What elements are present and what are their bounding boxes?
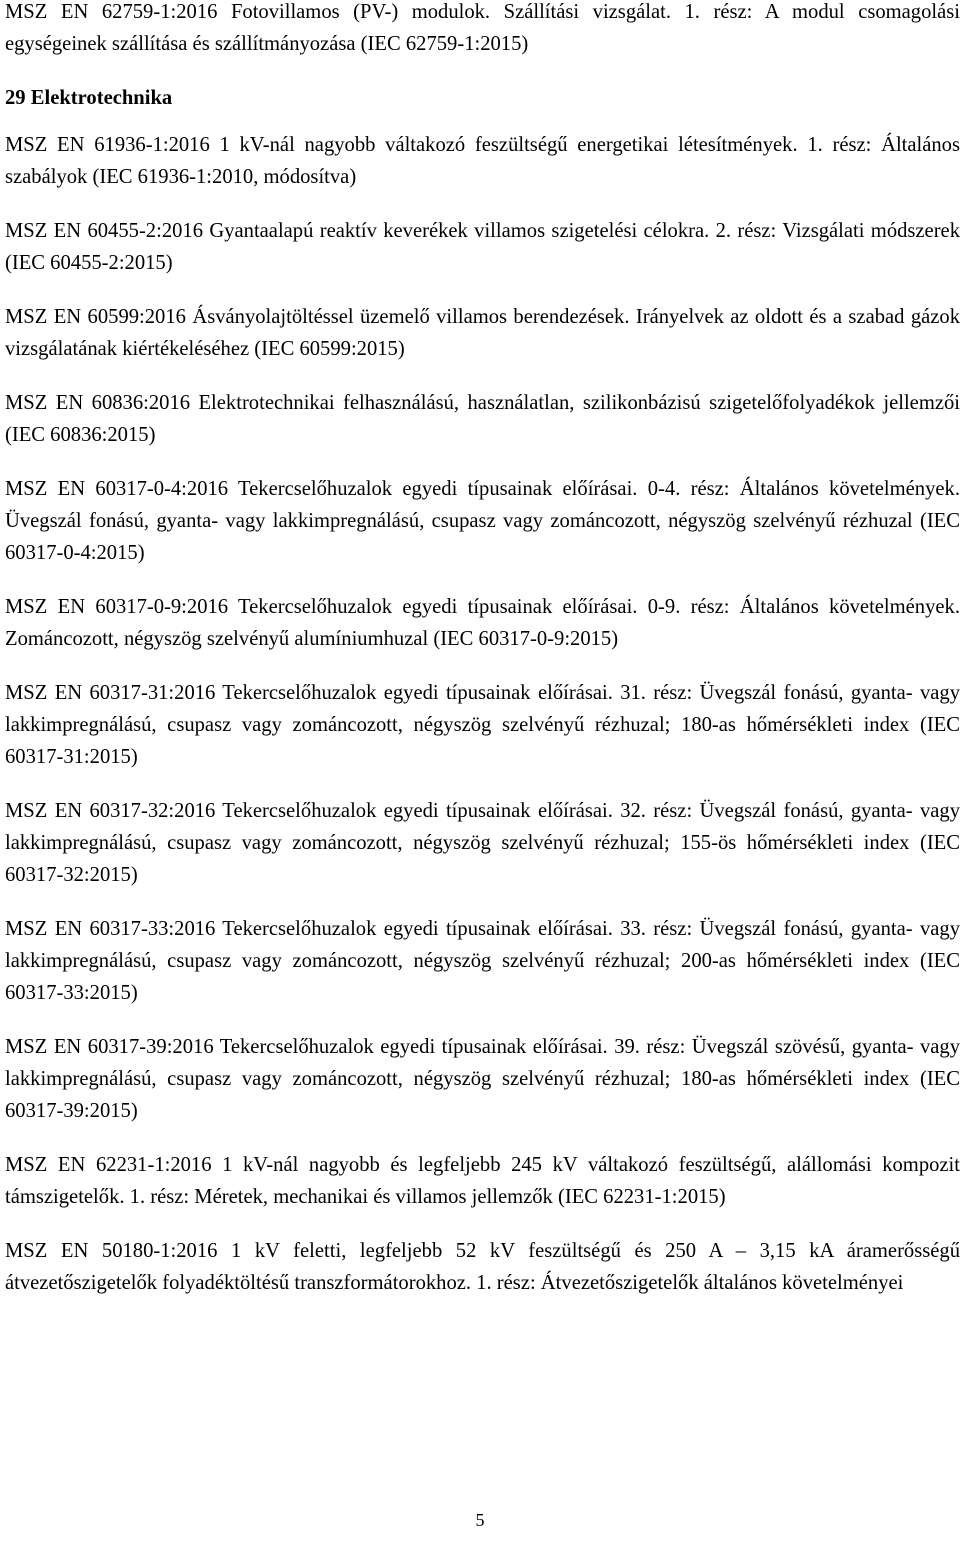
page-number: 5 bbox=[475, 1510, 485, 1530]
document-page bbox=[5, 0, 960, 1321]
standard-entry: MSZ EN 62759-1:2016 Fotovillamos (PV-) modulok. Szállítási vizsgálat. 1. rész: A modul csomagolási egységeinek szállítása és szállítmányozása (IEC 62759-1:2015) bbox=[5, 1, 960, 55]
standard-entry: MSZ EN 60317-32:2016 Tekercselőhuzalok egyedi típusainak előírásai. 32. rész: Üvegszál fonású, gyanta- vagy lakkimpregnálású, csupasz vagy zománcozott, négyszög szelvényű rézhuzal; 155-ös hőmérsékleti index (IEC 60317-32:2015) bbox=[5, 800, 960, 886]
standard-entry: MSZ EN 60317-39:2016 Tekercselőhuzalok egyedi típusainak előírásai. 39. rész: Üvegszál szövésű, gyanta- vagy lakkimpregnálású, csupasz vagy zománcozott, négyszög szelvényű rézhuzal; 180-as hőmérsékleti index (IEC 60317-39:2015) bbox=[5, 1036, 960, 1122]
standard-entry: MSZ EN 60317-33:2016 Tekercselőhuzalok egyedi típusainak előírásai. 33. rész: Üvegszál fonású, gyanta- vagy lakkimpregnálású, csupasz vagy zománcozott, négyszög szelvényű rézhuzal; 200-as hőmérsékleti index (IEC 60317-33:2015) bbox=[5, 918, 960, 1004]
standard-entry: MSZ EN 60455-2:2016 Gyantaalapú reaktív keverékek villamos szigetelési célokra. 2. rész: Vizsgálati módszerek (IEC 60455-2:2015) bbox=[5, 220, 960, 274]
standard-entry: MSZ EN 60317-31:2016 Tekercselőhuzalok egyedi típusainak előírásai. 31. rész: Üvegszál fonású, gyanta- vagy lakkimpregnálású, csupasz vagy zománcozott, négyszög szelvényű rézhuzal; 180-as hőmérsékleti index (IEC 60317-31:2015) bbox=[5, 682, 960, 768]
section-heading: 29 Elektrotechnika bbox=[5, 87, 173, 109]
standard-entry: MSZ EN 60317-0-4:2016 Tekercselőhuzalok egyedi típusainak előírásai. 0-4. rész: Általános követelmények. Üvegszál fonású, gyanta- vagy lakkimpregnálású, csupasz vagy zománcozott, négyszög szelvényű rézhuzal (IEC 60317-0-4:2015) bbox=[5, 478, 960, 564]
standard-entry: MSZ EN 61936-1:2016 1 kV-nál nagyobb váltakozó feszültségű energetikai létesítmények. 1. rész: Általános szabályok (IEC 61936-1:2010, módosítva) bbox=[5, 134, 960, 188]
standard-entry: MSZ EN 50180-1:2016 1 kV feletti, legfeljebb 52 kV feszültségű és 250 A – 3,15 kA áramerősségű átvezetőszigetelők folyadéktöltésű transzformátorokhoz. 1. rész: Átvezetőszigetelők általános követelményei bbox=[5, 1240, 960, 1294]
standard-entry: MSZ EN 60599:2016 Ásványolajtöltéssel üzemelő villamos berendezések. Irányelvek az oldott és a szabad gázok vizsgálatának kiértékeléséhez (IEC 60599:2015) bbox=[5, 306, 960, 360]
standard-entry: MSZ EN 62231-1:2016 1 kV-nál nagyobb és legfeljebb 245 kV váltakozó feszültségű, alállomási kompozit támszigetelők. 1. rész: Méretek, mechanikai és villamos jellemzők (IEC 62231-1:2015) bbox=[5, 1154, 960, 1208]
standard-entry: MSZ EN 60317-0-9:2016 Tekercselőhuzalok egyedi típusainak előírásai. 0-9. rész: Általános követelmények. Zománcozott, négyszög szelvényű alumíniumhuzal (IEC 60317-0-9:2015) bbox=[5, 596, 960, 650]
standard-entry: MSZ EN 60836:2016 Elektrotechnikai felhasználású, használatlan, szilikonbázisú szigetelőfolyadékok jellemzői (IEC 60836:2015) bbox=[5, 392, 960, 446]
